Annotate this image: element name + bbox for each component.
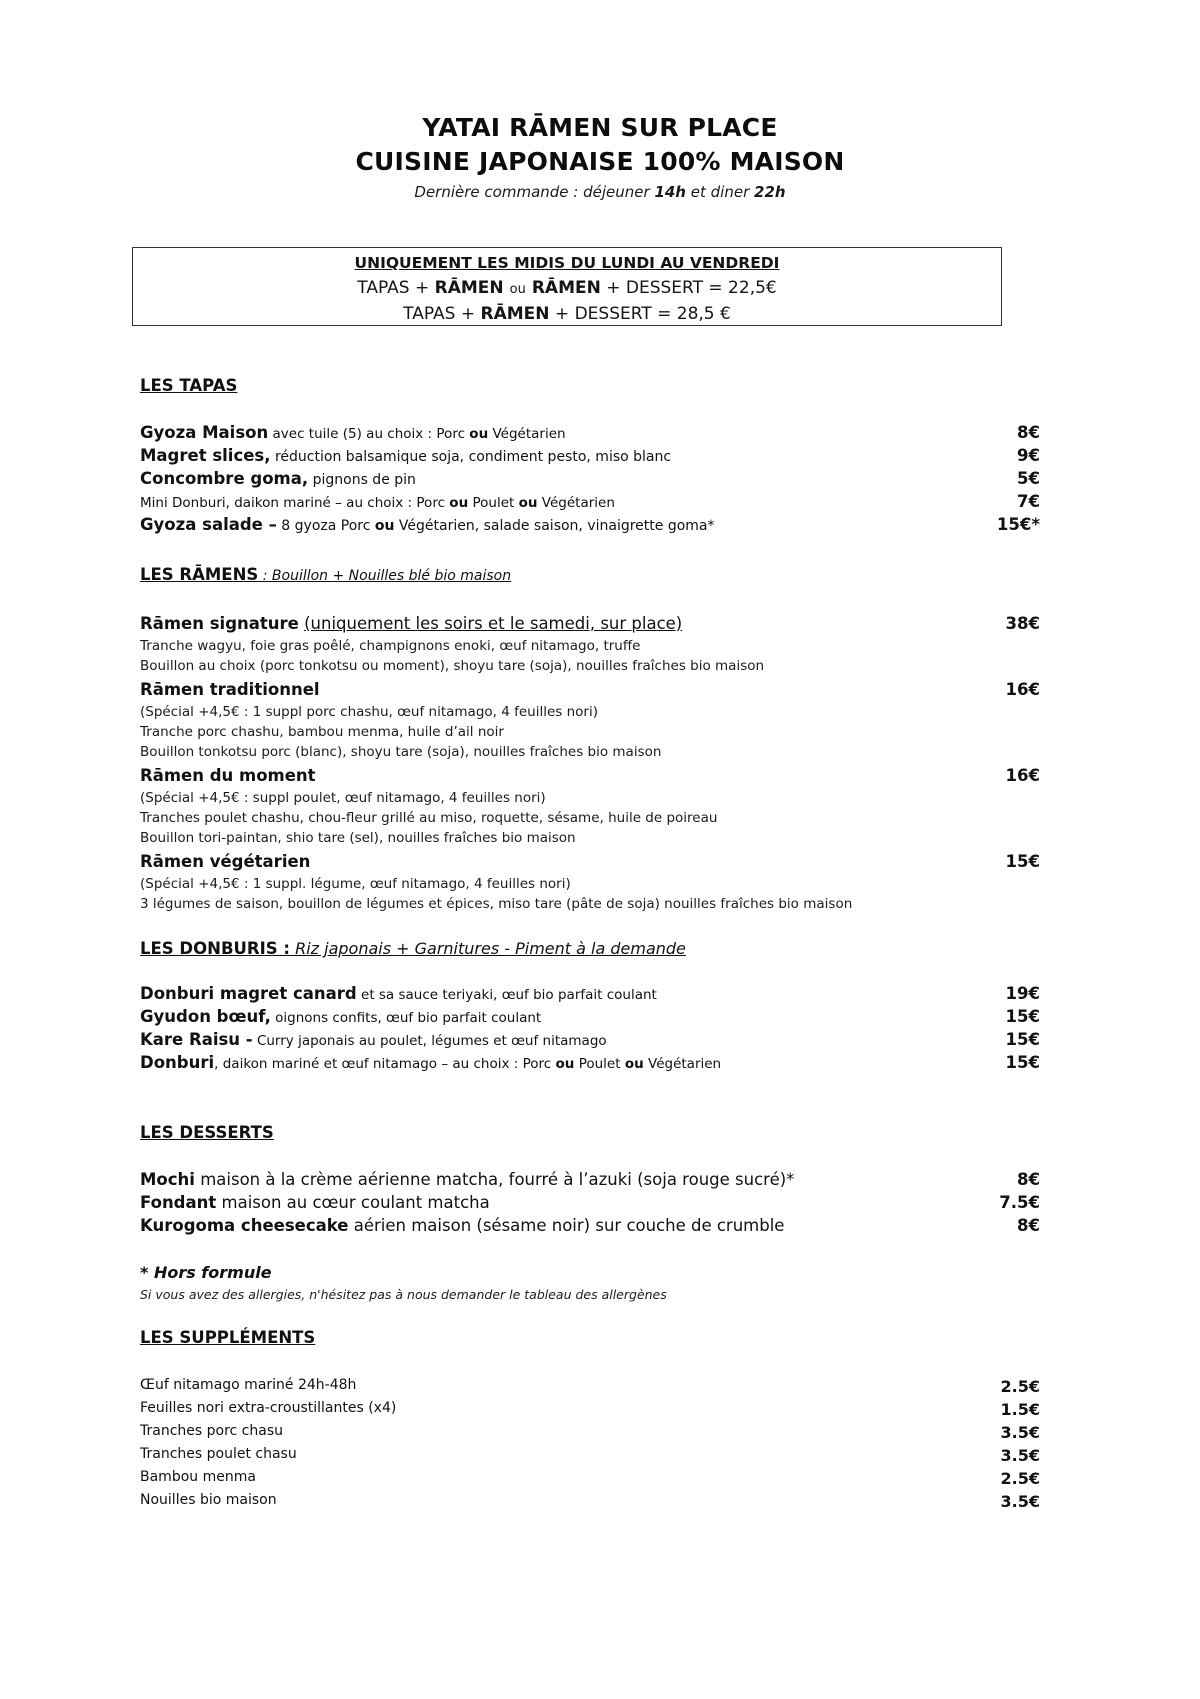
formula1-part1: TAPAS + bbox=[357, 278, 435, 298]
menu-item-concombre-goma bbox=[140, 469, 1040, 488]
supplement-label: Bambou menma bbox=[140, 1469, 256, 1485]
item-price: 16€ bbox=[1005, 766, 1040, 785]
supplement-label: Tranches poulet chasu bbox=[140, 1446, 297, 1462]
item-price: 15€ bbox=[1005, 1007, 1040, 1026]
supplement-item bbox=[140, 1377, 1040, 1396]
item-desc: 8 gyoza Porc bbox=[276, 518, 375, 534]
supplement-item bbox=[140, 1492, 1040, 1511]
item-desc: maison au cœur coulant matcha bbox=[216, 1193, 490, 1212]
dinner-time: 22h bbox=[754, 183, 786, 201]
item-desc: maison à la crème aérienne matcha, fourré à l’azuki (soja rouge sucré)* bbox=[194, 1170, 795, 1189]
supplement-price: 3.5€ bbox=[1000, 1492, 1040, 1511]
section-heading-tapas: LES TAPAS bbox=[140, 376, 238, 395]
supplement-label: Tranches porc chasu bbox=[140, 1423, 283, 1439]
item-desc: aérien maison (sésame noir) sur couche de crumble bbox=[348, 1216, 785, 1235]
formula2-part2: + DESSERT = 28,5 € bbox=[549, 304, 731, 324]
menu-title-line2: CUISINE JAPONAISE 100% MAISON bbox=[355, 147, 845, 176]
promo-formula-2 bbox=[133, 302, 1001, 327]
item-name: Gyoza salade – bbox=[140, 515, 277, 534]
menu-item-donburi bbox=[140, 1053, 1040, 1072]
supplement-label: Œuf nitamago mariné 24h-48h bbox=[140, 1377, 357, 1393]
item-price: 9€ bbox=[1017, 446, 1040, 465]
item-desc: Végétarien, salade saison, vinaigrette goma* bbox=[394, 518, 715, 534]
item-or: ou bbox=[374, 518, 395, 534]
item-price: 19€ bbox=[1005, 984, 1040, 1003]
item-desc: Poulet bbox=[468, 495, 519, 511]
item-price: 16€ bbox=[1005, 680, 1040, 699]
supplement-item bbox=[140, 1446, 1040, 1465]
item-desc: pignons de pin bbox=[308, 472, 416, 488]
section-heading-donburis bbox=[140, 939, 686, 958]
item-desc: réduction balsamique soja, condiment pesto, miso blanc bbox=[270, 449, 672, 465]
menu-item-kurogoma-cheesecake bbox=[140, 1216, 1040, 1235]
last-order-mid: et diner bbox=[686, 183, 755, 201]
last-order-info bbox=[0, 183, 1200, 201]
supplement-price: 3.5€ bbox=[1000, 1446, 1040, 1465]
formula1-part2: + DESSERT = 22,5€ bbox=[600, 278, 777, 298]
item-desc-line: Tranche wagyu, foie gras poêlé, champignons enoki, œuf nitamago, truffe bbox=[140, 638, 641, 654]
promo-formula-1 bbox=[133, 276, 1001, 302]
promo-heading: UNIQUEMENT LES MIDIS DU LUNDI AU VENDREDI bbox=[354, 254, 780, 272]
item-name: Kurogoma cheesecake bbox=[140, 1216, 349, 1235]
menu-item-fondant bbox=[140, 1193, 1040, 1212]
supplement-price: 2.5€ bbox=[1000, 1377, 1040, 1396]
menu-item-gyoza-salade bbox=[140, 515, 1040, 534]
item-desc: Mini Donburi, daikon mariné – au choix : Porc bbox=[140, 495, 450, 511]
item-or: ou bbox=[624, 1056, 644, 1072]
formula1-ramen: RĀMEN bbox=[434, 278, 504, 298]
item-desc-line: Tranche porc chashu, bambou menma, huile d’ail noir bbox=[140, 724, 504, 740]
hors-formule-note: * Hors formule bbox=[140, 1263, 272, 1282]
lunch-time: 14h bbox=[654, 183, 686, 201]
menu-item-ramen-vegetarien bbox=[140, 852, 1040, 871]
item-desc: Poulet bbox=[574, 1056, 625, 1072]
menu-item-magret-slices bbox=[140, 446, 1040, 465]
formula1-ou: ou bbox=[509, 282, 526, 297]
menu-item-donburi-magret bbox=[140, 984, 1040, 1003]
formula1-ramen-alt: RĀMEN bbox=[531, 278, 601, 298]
supplement-price: 3.5€ bbox=[1000, 1423, 1040, 1442]
menu-item-mochi bbox=[140, 1170, 1040, 1189]
item-desc: , daikon mariné et œuf nitamago – au choix : Porc bbox=[214, 1056, 556, 1072]
section-heading-desserts: LES DESSERTS bbox=[140, 1123, 274, 1142]
ramens-heading-text: LES RĀMENS bbox=[140, 565, 259, 584]
section-heading-ramens bbox=[140, 565, 511, 584]
item-desc: oignons confits, œuf bio parfait coulant bbox=[270, 1010, 542, 1026]
donburis-note: Riz japonais + Garnitures - Piment à la demande bbox=[290, 939, 686, 958]
menu-item-gyudon-boeuf bbox=[140, 1007, 1040, 1026]
item-desc-line: Bouillon tori-paintan, shio tare (sel), nouilles fraîches bio maison bbox=[140, 830, 576, 846]
item-name: Mochi bbox=[140, 1170, 195, 1189]
item-name: Donburi bbox=[140, 1053, 215, 1072]
item-price: 7.5€ bbox=[999, 1193, 1040, 1212]
supplement-price: 2.5€ bbox=[1000, 1469, 1040, 1488]
item-name: Rāmen du moment bbox=[140, 766, 316, 785]
item-price: 15€ bbox=[1005, 1053, 1040, 1072]
item-desc-line: (Spécial +4,5€ : suppl poulet, œuf nitamago, 4 feuilles nori) bbox=[140, 790, 546, 806]
item-price: 15€ bbox=[1005, 852, 1040, 871]
item-desc-line: Bouillon tonkotsu porc (blanc), shoyu tare (soja), nouilles fraîches bio maison bbox=[140, 744, 662, 760]
donburis-heading-text: LES DONBURIS : bbox=[140, 939, 290, 958]
item-name: Concombre goma, bbox=[140, 469, 309, 488]
item-condition: (uniquement les soirs et le samedi, sur place) bbox=[304, 614, 683, 633]
item-price: 5€ bbox=[1017, 469, 1040, 488]
item-desc: Végétarien bbox=[643, 1056, 722, 1072]
menu-item-ramen-traditionnel bbox=[140, 680, 1040, 699]
item-desc-line: Bouillon au choix (porc tonkotsu ou moment), shoyu tare (soja), nouilles fraîches bio maison bbox=[140, 658, 765, 674]
item-name: Rāmen traditionnel bbox=[140, 680, 320, 699]
supplement-item bbox=[140, 1469, 1040, 1488]
menu-item-gyoza-maison bbox=[140, 423, 1040, 442]
item-or: ou bbox=[518, 495, 538, 511]
item-name: Kare Raisu - bbox=[140, 1030, 253, 1049]
allergy-note: Si vous avez des allergies, n'hésitez pas à nous demander le tableau des allergènes bbox=[140, 1287, 667, 1302]
item-desc: et sa sauce teriyaki, œuf bio parfait coulant bbox=[356, 987, 657, 1003]
menu-item-kare-raisu bbox=[140, 1030, 1040, 1049]
supplement-price: 1.5€ bbox=[1000, 1400, 1040, 1419]
item-desc-line: (Spécial +4,5€ : 1 suppl porc chashu, œuf nitamago, 4 feuilles nori) bbox=[140, 704, 599, 720]
item-name: Fondant bbox=[140, 1193, 217, 1212]
supplement-item bbox=[140, 1400, 1040, 1419]
item-name: Rāmen végétarien bbox=[140, 852, 311, 871]
lunch-formula-box bbox=[132, 247, 1002, 326]
last-order-prefix: Dernière commande : déjeuner bbox=[414, 183, 655, 201]
item-or: ou bbox=[555, 1056, 575, 1072]
formula2-ramen: RĀMEN bbox=[480, 304, 550, 324]
section-heading-supplements: LES SUPPLÉMENTS bbox=[140, 1328, 316, 1347]
item-name: Donburi magret canard bbox=[140, 984, 357, 1003]
item-name: Rāmen signature bbox=[140, 614, 299, 633]
formula2-part1: TAPAS + bbox=[403, 304, 481, 324]
item-desc: avec tuile (5) au choix : Porc bbox=[268, 426, 470, 442]
item-price: 8€ bbox=[1017, 1216, 1040, 1235]
item-name: Gyudon bœuf, bbox=[140, 1007, 271, 1026]
item-desc-line: (Spécial +4,5€ : 1 suppl. légume, œuf nitamago, 4 feuilles nori) bbox=[140, 876, 571, 892]
menu-item-ramen-du-moment bbox=[140, 766, 1040, 785]
supplement-item bbox=[140, 1423, 1040, 1442]
item-name: Magret slices, bbox=[140, 446, 271, 465]
item-name: Gyoza Maison bbox=[140, 423, 269, 442]
item-price: 15€ bbox=[1005, 1030, 1040, 1049]
item-desc-line: Tranches poulet chashu, chou-fleur grillé au miso, roquette, sésame, huile de poireau bbox=[140, 810, 718, 826]
item-desc: Curry japonais au poulet, légumes et œuf nitamago bbox=[252, 1033, 607, 1049]
ramens-note: : Bouillon + Nouilles blé bio maison bbox=[258, 568, 512, 584]
supplement-label: Nouilles bio maison bbox=[140, 1492, 277, 1508]
menu-item-ramen-signature bbox=[140, 614, 1040, 633]
item-price: 7€ bbox=[1017, 492, 1040, 511]
item-desc: Végétarien bbox=[537, 495, 615, 511]
supplement-label: Feuilles nori extra-croustillantes (x4) bbox=[140, 1400, 397, 1416]
item-price: 38€ bbox=[1005, 614, 1040, 633]
item-or: ou bbox=[469, 426, 489, 442]
item-or: ou bbox=[449, 495, 469, 511]
item-desc: Végétarien bbox=[488, 426, 566, 442]
menu-title-line1: YATAI RĀMEN SUR PLACE bbox=[422, 113, 778, 142]
menu-item-mini-donburi bbox=[140, 492, 1040, 511]
item-desc-line: 3 légumes de saison, bouillon de légumes et épices, miso tare (pâte de soja) nouilles fraîches bio maison bbox=[140, 896, 853, 912]
item-price: 8€ bbox=[1017, 1170, 1040, 1189]
item-price: 15€* bbox=[996, 515, 1040, 534]
item-price: 8€ bbox=[1017, 423, 1040, 442]
